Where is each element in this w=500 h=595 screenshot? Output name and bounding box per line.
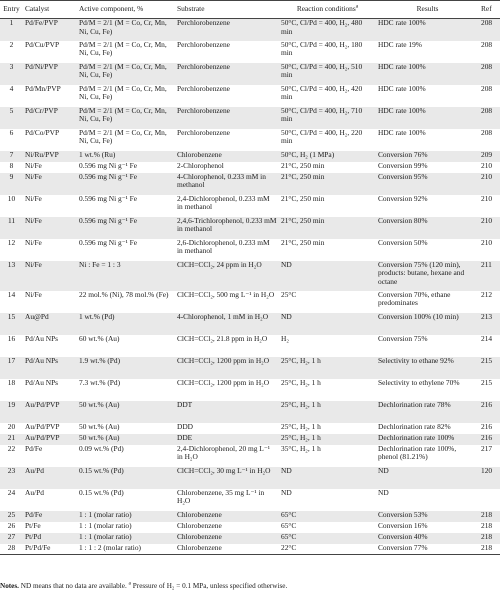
cell-results: Dechlorination rate 78% [378,400,451,409]
cell-substrate: ClCH=CCl₂, 24 ppm in H₂O [177,260,262,269]
cell-results: Dechlorination rate 100%, phenol (81.21%) [378,444,457,462]
cell-substrate: 2,6-Dichlorophenol, 0.233 mM in methanol [177,238,270,256]
cell-ref: 210 [481,238,493,247]
table-row [0,151,500,162]
cell-substrate: Perchlorobenzene [177,62,230,71]
table-row [0,239,500,261]
cell-substrate: DDD [177,422,194,431]
cell-catalyst: Ni/Fe [25,216,42,225]
cell-reaction-conditions: ND [281,488,292,497]
cell-entry: 1 [9,18,14,27]
header-reaction-conditions [279,1,376,19]
cell-substrate: Perchlorobenzene [177,106,230,115]
cell-entry: 18 [7,378,16,387]
cell-catalyst: Pd/Fe [25,444,43,453]
cell-catalyst: Au/Pd/PVP [25,433,60,442]
cell-results: Dechlorination rate 82% [378,422,451,431]
cell-substrate: Chlorobenzene [177,521,222,530]
cell-reaction-conditions: 22°C [281,543,297,552]
cell-reaction-conditions: 21°C, 250 min [281,238,325,247]
table-row [0,489,500,511]
table-row [0,335,500,357]
cell-ref: 120 [481,466,493,475]
cell-ref: 216 [481,422,493,431]
cell-entry: 9 [9,172,14,181]
cell-reaction-conditions: 50°C, Cl/Pd = 400, H₂, 420 min [281,84,363,102]
cell-entry: 19 [7,400,16,409]
cell-substrate: 2,4-Dichlorophenol, 0.233 mM in methanol [177,194,270,212]
cell-active-component: 0.15 wt.% (Pd) [79,488,124,497]
cell-entry: 22 [7,444,16,453]
header-reaction-conditions-label: Reaction conditions [296,4,356,14]
cell-substrate: ClCH=CCl₂, 21.8 ppm in H₂O [177,334,268,343]
cell-substrate: ClCH=CCl₂, 1200 ppm in H₂O [177,378,270,387]
cell-catalyst: Pd/Ni/PVP [25,62,58,71]
table-row [0,434,500,445]
cell-catalyst: Pd/Fe/PVP [25,18,58,27]
cell-ref: 216 [481,433,493,442]
cell-catalyst: Pd/Au NPs [25,378,59,387]
cell-results: Conversion 76% [378,150,428,159]
cell-entry: 6 [9,128,14,137]
cell-substrate: ClCH=CCl₂, 500 mg L⁻¹ in H₂O [177,290,275,299]
cell-results: Selectivity to ethylene 70% [378,378,460,387]
cell-catalyst: Pt/Fe [25,521,41,530]
cell-active-component: 1 : 1 (molar ratio) [79,532,132,541]
cell-entry: 16 [7,334,16,343]
cell-entry: 8 [9,161,14,170]
cell-substrate: 2,4,6-Trichlorophenol, 0.233 mM in methanol [177,216,277,234]
cell-entry: 11 [7,216,16,225]
cell-results: HDC rate 100% [378,106,426,115]
table-row [0,85,500,107]
cell-reaction-conditions: 50°C, Cl/Pd = 400, H₂, 480 min [281,18,363,36]
cell-active-component: 0.596 mg Ni g⁻¹ Fe [79,172,138,181]
cell-reaction-conditions: 25°C, H₂, 1 h [281,400,321,409]
cell-results: HDC rate 100% [378,62,426,71]
cell-ref: 214 [481,334,493,343]
cell-catalyst: Ni/Fe [25,172,42,181]
cell-results: ND [378,488,389,497]
cell-catalyst: Pt/Pd/Fe [25,543,51,552]
cell-active-component: 1.9 wt.% (Pd) [79,356,121,365]
table-row [0,129,500,151]
table-row [0,445,500,467]
cell-substrate: DDE [177,433,193,442]
cell-entry: 17 [7,356,16,365]
cell-active-component: 1 : 1 (molar ratio) [79,510,132,519]
cell-reaction-conditions: ND [281,466,292,475]
table-row [0,173,500,195]
cell-results: Conversion 75% (120 min), products: butane, hexane and octane [378,260,465,287]
cell-active-component: 22 mol.% (Ni), 78 mol.% (Fe) [79,290,169,299]
cell-ref: 208 [481,84,493,93]
cell-ref [479,489,500,511]
cell-active-component: 50 wt.% (Au) [79,433,120,442]
table-row [0,511,500,522]
cell-catalyst: Ni/Ru/PVP [25,150,59,159]
cell-ref: 210 [481,161,493,170]
cell-results: Conversion 53% [378,510,428,519]
cell-substrate: 4-Chlorophenol, 1 mM in H₂O [177,312,269,321]
cell-ref: 208 [481,18,493,27]
table-row [0,401,500,423]
cell-substrate: Chlorobenzene [177,532,222,541]
cell-reaction-conditions: ND [281,260,292,269]
cell-ref: 218 [481,543,493,552]
cell-active-component: Pd/M = 2/1 (M = Co, Cr, Mn, Ni, Cu, Fe) [79,106,167,124]
cell-substrate: 2-Chlorophenol [177,161,224,170]
cell-results: HDC rate 100% [378,84,426,93]
cell-entry: 20 [7,422,16,431]
cell-substrate: DDT [177,400,193,409]
header-catalyst: Catalyst [25,4,50,14]
cell-reaction-conditions: 25°C, H₂, 1 h [281,356,321,365]
cell-ref: 218 [481,521,493,530]
cell-results: Conversion 99% [378,161,428,170]
cell-active-component: Pd/M = 2/1 (M = Co, Cr, Mn, Ni, Cu, Fe) [79,18,167,36]
cell-entry: 13 [7,260,16,269]
cell-ref: 215 [481,378,493,387]
cell-active-component: 0.09 wt.% (Pd) [79,444,124,453]
cell-ref: 208 [481,40,493,49]
table-row [0,357,500,379]
cell-reaction-conditions: 65°C [281,510,297,519]
cell-catalyst: Pd/Co/PVP [25,128,60,137]
table-row [0,107,500,129]
cell-ref: 216 [481,400,493,409]
cell-entry: 14 [7,290,16,299]
cell-active-component: 0.596 mg Ni g⁻¹ Fe [79,238,138,247]
cell-catalyst: Pd/Cu/PVP [25,40,60,49]
cell-results: Conversion 77% [378,543,428,552]
cell-reaction-conditions: 21°C, 250 min [281,216,325,225]
cell-substrate: 4-Chlorophenol, 0.233 mM in methanol [177,172,266,190]
cell-active-component: Ni : Fe = 1 : 3 [79,260,121,269]
cell-entry: 4 [9,84,14,93]
cell-catalyst: Ni/Fe [25,161,42,170]
cell-substrate: Perchlorobenzene [177,18,230,27]
cell-reaction-conditions: 65°C [281,532,297,541]
table-row [0,544,500,555]
cell-ref: 208 [481,128,493,137]
cell-results: Conversion 40% [378,532,428,541]
cell-entry: 7 [9,150,14,159]
cell-results: Conversion 95% [378,172,428,181]
cell-ref: 213 [481,312,493,321]
cell-results: Conversion 92% [378,194,428,203]
cell-entry: 10 [7,194,16,203]
cell-ref: 210 [481,194,493,203]
notes-text: ND means that no data are available. [18,582,129,590]
cell-reaction-conditions: 25°C, H₂, 1 h [281,422,321,431]
header-ref: Ref [481,4,492,14]
cell-active-component: 7.3 wt.% (Pd) [79,378,121,387]
cell-catalyst: Au/Pd/PVP [25,400,60,409]
cell-active-component: 1 wt.% (Ru) [79,150,116,159]
cell-active-component: 50 wt.% (Au) [79,400,120,409]
table-row [0,522,500,533]
cell-catalyst: Pt/Pd [25,532,42,541]
cell-ref: 209 [481,150,493,159]
cell-entry: 28 [7,543,16,552]
cell-substrate: Chlorobenzene [177,150,222,159]
cell-entry: 12 [7,238,16,247]
cell-reaction-conditions: 50°C, H₂ (1 MPa) [281,150,335,159]
cell-active-component: Pd/M = 2/1 (M = Co, Cr, Mn, Ni, Cu, Fe) [79,128,167,146]
cell-entry: 15 [7,312,16,321]
cell-active-component: 50 wt.% (Au) [79,422,120,431]
cell-entry: 2 [9,40,14,49]
cell-active-component: 0.15 wt.% (Pd) [79,466,124,475]
cell-active-component: 1 wt.% (Pd) [79,312,115,321]
cell-active-component: 60 wt.% (Au) [79,334,120,343]
table-row [0,19,500,41]
cell-substrate: Chlorobenzene [177,543,222,552]
cell-ref: 210 [481,172,493,181]
header-results: Results [416,4,439,14]
cell-active-component: 1 : 1 (molar ratio) [79,521,132,530]
cell-catalyst: Au@Pd [25,312,49,321]
cell-ref: 217 [481,444,493,453]
table-body [0,19,500,555]
cell-entry: 5 [9,106,14,115]
cell-reaction-conditions: 21°C, 250 min [281,161,325,170]
cell-active-component: Pd/M = 2/1 (M = Co, Cr, Mn, Ni, Cu, Fe) [79,62,167,80]
cell-substrate: Perchlorobenzene [177,128,230,137]
cell-catalyst: Ni/Fe [25,194,42,203]
table-row [0,217,500,239]
notes-label: Notes. [0,582,19,590]
cell-ref: 210 [481,216,493,225]
cell-catalyst: Pd/Au NPs [25,356,59,365]
cell-results: Conversion 75% [378,334,428,343]
cell-substrate: ClCH=CCl₂, 1200 ppm in H₂O [177,356,270,365]
table-row [0,379,500,401]
header-conditions-footnote-marker: a [355,3,359,10]
table-row [0,63,500,85]
table-row [0,195,500,217]
table-header-row [0,1,500,19]
table-row [0,423,500,434]
cell-reaction-conditions: 50°C, Cl/Pd = 400, H₂, 180 min [281,40,363,58]
cell-ref: 215 [481,356,493,365]
cell-reaction-conditions: 35°C, H₂, 1 h [281,444,321,453]
cell-reaction-conditions: 50°C, Cl/Pd = 400, H₂, 710 min [281,106,363,124]
cell-reaction-conditions: 50°C, Cl/Pd = 400, H₂, 510 min [281,62,363,80]
cell-entry: 21 [7,433,16,442]
cell-reaction-conditions: 21°C, 250 min [281,172,325,181]
cell-active-component: 1 : 1 : 2 (molar ratio) [79,543,141,552]
cell-ref: 212 [481,290,493,299]
cell-catalyst: Ni/Fe [25,238,42,247]
cell-results: HDC rate 100% [378,128,426,137]
cell-results: Dechlorination rate 100% [378,433,455,442]
cell-catalyst: Ni/Fe [25,260,42,269]
cell-entry: 26 [7,521,16,530]
table-row [0,261,500,291]
cell-substrate: Perchlorobenzene [177,84,230,93]
cell-reaction-conditions: H₂ [281,334,289,343]
cell-substrate: 2,4-Dichlorophenol, 20 mg L⁻¹ in H₂O [177,444,270,462]
cell-active-component: Pd/M = 2/1 (M = Co, Cr, Mn, Ni, Cu, Fe) [79,40,167,58]
cell-catalyst: Pd/Au NPs [25,334,59,343]
cell-catalyst: Au/Pd [25,466,44,475]
cell-substrate: Chlorobenzene, 35 mg L⁻¹ in H₂O [177,488,265,506]
cell-substrate: Chlorobenzene [177,510,222,519]
header-active-component: Active component, % [79,4,144,14]
cell-reaction-conditions: 25°C, H₂, 1 h [281,433,321,442]
cell-active-component: 0.596 mg Ni g⁻¹ Fe [79,216,138,225]
cell-results: Conversion 50% [378,238,428,247]
cell-ref: 211 [481,260,492,269]
cell-ref: 218 [481,532,493,541]
table-row [0,41,500,63]
cell-results: HDC rate 100% [378,18,426,27]
table-row [0,533,500,544]
cell-results: Selectivity to ethane 92% [378,356,454,365]
cell-catalyst: Ni/Fe [25,290,42,299]
table-row [0,313,500,335]
cell-results: ND [378,466,389,475]
cell-catalyst: Pd/Mn/PVP [25,84,61,93]
cell-active-component: 0.596 mg Ni g⁻¹ Fe [79,194,138,203]
cell-results: HDC rate 19% [378,40,422,49]
cell-catalyst: Au/Pd [25,488,44,497]
header-entry: Entry [3,4,20,14]
cell-active-component: Pd/M = 2/1 (M = Co, Cr, Mn, Ni, Cu, Fe) [79,84,167,102]
cell-results: Conversion 70%, ethane predominates [378,290,451,308]
cell-substrate: ClCH=CCl₂, 30 mg L⁻¹ in H₂O [177,466,271,475]
cell-entry: 23 [7,466,16,475]
cell-catalyst: Pd/Fe [25,510,43,519]
cell-entry: 25 [7,510,16,519]
cell-ref: 218 [481,510,493,519]
cell-reaction-conditions: ND [281,312,292,321]
header-substrate: Substrate [177,4,205,14]
cell-catalyst: Pd/Cr/PVP [25,106,58,115]
cell-reaction-conditions: 50°C, Cl/Pd = 400, H₂, 220 min [281,128,363,146]
cell-results: Conversion 16% [378,521,428,530]
cell-catalyst: Au/Pd/PVP [25,422,60,431]
cell-reaction-conditions: 65°C [281,521,297,530]
notes-footnote-marker: a [128,580,131,587]
cell-entry: 3 [9,62,14,71]
cell-entry: 27 [7,532,16,541]
cell-results: Conversion 100% (10 min) [378,312,459,321]
cell-reaction-conditions: 21°C, 250 min [281,194,325,203]
cell-reaction-conditions: 25°C, H₂, 1 h [281,378,321,387]
cell-active-component: 0.596 mg Ni g⁻¹ Fe [79,161,138,170]
notes-text-pressure: Pressure of H₂ = 0.1 MPa, unless specified otherwise. [131,582,288,590]
table-row [0,467,500,489]
cell-ref: 208 [481,62,493,71]
table-notes [0,582,500,591]
table-row [0,162,500,173]
cell-ref: 208 [481,106,493,115]
cell-results: Conversion 80% [378,216,428,225]
cell-reaction-conditions: 25°C [281,290,297,299]
cell-substrate: Perchlorobenzene [177,40,230,49]
cell-entry: 24 [7,488,16,497]
table-row [0,291,500,313]
